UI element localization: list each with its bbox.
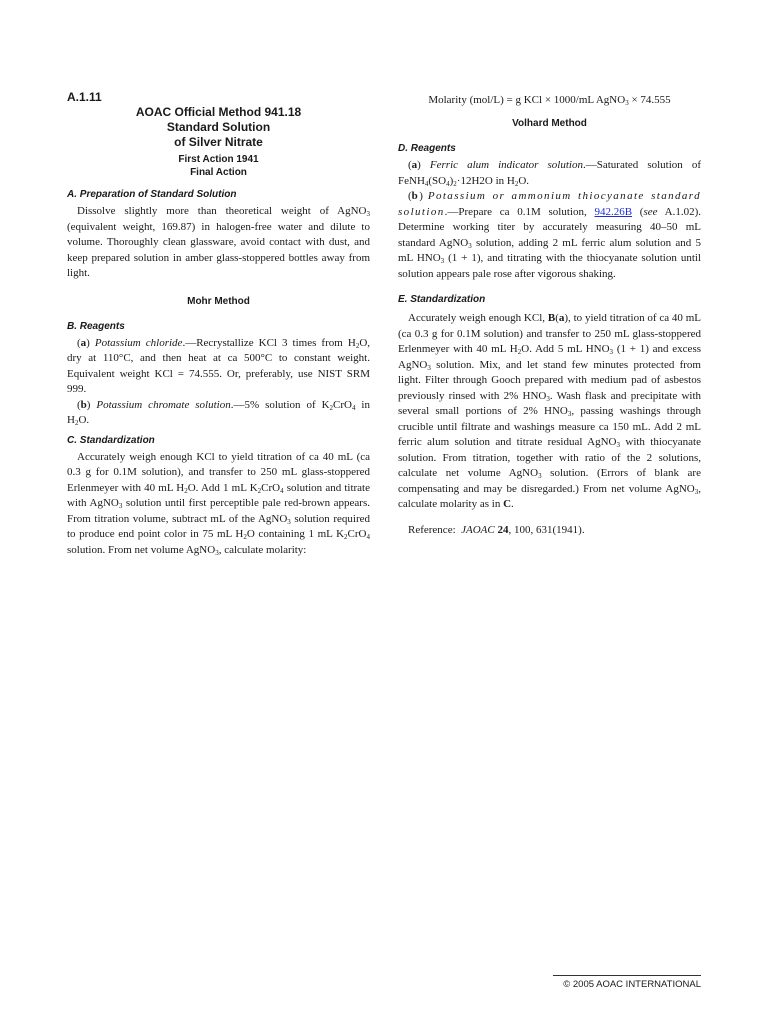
reference-label: Reference:	[408, 523, 456, 536]
section-b-heading: B. Reagents	[67, 320, 125, 332]
left-column	[67, 90, 370, 558]
ref-c: C	[503, 498, 512, 510]
mohr-method-title: Mohr Method	[187, 295, 250, 307]
reagent-text: Determine working titer by accurately measuring 40–50 mL standard AgNO$_3$ solution, adding 2 mL ferric alum solution and 5 mL $HNO_3$ (1 + 1), and titrating with the thiocyanate solution until solution appears pale rose after vigorous shaking.	[398, 221, 701, 280]
reagent-name: Potassium chromate solution	[96, 398, 231, 411]
reference-journal: JAOAC	[461, 523, 495, 536]
reference-volume: 24	[497, 523, 509, 536]
reagent-text: Recrystallize KCl 3 times from $H_2O$, dry at 110°C, and then heat at ca 500°C to constant weight. Equivalent weight KCl = 74.555. Or, preferably, use NIST SRM 999.	[67, 336, 371, 395]
reagent-d-b: (b) Potassium or ammonium thiocyanate standard solution.—Prepare ca 0.1M solution, 942.26B (see A.1.02). Determine working titer by accurately measuring 40–50 mL standard AgNO$_3$ solution, adding 2 mL ferric alum solution and 5 mL $HNO_3$ (1 + 1), and titrating with the thiocyanate solution until solution appears pale rose after vigorous shaking.	[398, 190, 701, 280]
section-a-text: Dissolve slightly more than theoretical weight of AgNO$_3$ (equivalent weight, 169.87) in halogen-free water and dilute to volume. Thoroughly clean glassware, avoid contact with dust, and keep prepared solution in amber glass-stoppered bottles away from light.	[67, 205, 370, 279]
std-text-2: to yield titration of ca 40 mL (ca 0.3 g for 0.1M solution) and transfer to 250 mL glass-stoppered Erlenmeyer with 40 mL $H_2O$. Add 5 mL $HNO_3$ (1 + 1) and excess AgNO$_3$ solution. Mix, and let stand few minutes protected from light. Filter through Gooch prepared with medium pad of asbestos previously rinsed with 2% $HNO_3$. Wash flask and precipitate with several small portions of 2% $HNO_3$, passing washings through crucible until filtrate and washings measure ca 150 mL. Add 2 mL ferric alum solution and titrate residual AgNO$_3$ with thiocyanate solution. From titration, together with ratio of the 2 solutions, calculate net volume AgNO$_3$ solution. (Errors of blank are compensating and may be disregarded.) From net volume AgNO$_3$, calculate molarity as in	[398, 312, 702, 510]
method-link-942-26b[interactable]: 942.26B	[594, 205, 633, 218]
method-subtitle-1: Standard Solution	[166, 120, 271, 134]
section-number: A.1.11	[67, 90, 102, 104]
reagent-label: a	[411, 159, 418, 171]
reference-pages: , 100, 631(1941).	[508, 523, 585, 536]
volhard-method-title: Volhard Method	[512, 118, 587, 129]
ref-b: B	[547, 312, 556, 324]
reagent-text: Saturated solution of $FeNH_4(SO_4)_2\cdot 12H2O$ in $H_2O$.	[398, 159, 701, 188]
method-title: AOAC Official Method 941.18	[135, 105, 302, 119]
first-action: First Action 1941	[178, 154, 259, 165]
reagent-name: Ferric alum indicator solution	[429, 159, 583, 171]
molarity-formula: Molarity (mol/L) = g KCl × 1000/mL AgNO$_3$ × 74.555	[428, 94, 671, 107]
right-column	[398, 90, 701, 538]
see-text: see	[643, 205, 658, 218]
section-c-text: Accurately weigh enough KCl to yield titration of ca 40 mL (ca 0.3 g for 0.1M solution), and transfer to 250 mL glass-stoppered Erlenmeyer with 40 mL $H_2O$. Add 1 mL $K_2CrO_4$ solution and titrate with AgNO$_3$ solution until first perceptible pale red-brown appears. From titration volume, subtract mL of the AgNO$_3$ solution required to produce end point color in 75 mL $H_2O$ containing 1 mL $K_2CrO_4$ solution. From net volume AgNO$_3$, calculate molarity:	[67, 450, 370, 557]
reagent-b-b: (b) Potassium chromate solution.—5% solution of $K_2CrO_4$ in $H_2O$.	[67, 398, 370, 427]
cross-reference: A.1.02	[664, 205, 695, 218]
reagent-label: b	[80, 398, 87, 411]
section-e-text: Accurately weigh enough KCl, B(a), to yield titration of ca 40 mL (ca 0.3 g for 0.1M solution) and transfer to 250 mL glass-stoppered Erlenmeyer with 40 mL $H_2O$. Add 5 mL $HNO_3$ (1 + 1) and excess AgNO$_3$ solution. Mix, and let stand few minutes protected from light. Filter through Gooch prepared with medium pad of asbestos previously rinsed with 2% $HNO_3$. Wash flask and precipitate with several small portions of 2% $HNO_3$, passing washings through crucible until filtrate and washings measure ca 150 mL. Add 2 mL ferric alum solution and titrate residual AgNO$_3$ with thiocyanate solution. From titration, together with ratio of the 2 solutions, calculate net volume AgNO$_3$ solution. (Errors of blank are compensating and may be disregarded.) From net volume AgNO$_3$, calculate molarity as in C.	[398, 312, 702, 510]
reagent-name: Potassium or ammonium thiocyanate standard solution	[398, 190, 701, 218]
section-d-heading: D. Reagents	[398, 143, 456, 154]
section-a-heading: A. Preparation of Standard Solution	[67, 189, 237, 200]
section-c-heading: C. Standardization	[67, 434, 155, 446]
reagent-b-a: (a) Potassium chloride.—Recrystallize KCl 3 times from $H_2O$, dry at 110°C, and then heat at ca 500°C to constant weight. Equivalent weight KCl = 74.555. Or, preferably, use NIST SRM 999.	[67, 336, 371, 395]
reagent-text: 5% solution of $K_2CrO_4$ in $H_2O$.	[67, 398, 370, 427]
ref-a: a	[558, 312, 565, 324]
std-text-1: Accurately weigh enough KCl,	[408, 312, 546, 324]
reference	[398, 523, 701, 539]
section-e-heading: E. Standardization	[398, 294, 486, 305]
reagent-d-a: (a) Ferric alum indicator solution.—Saturated solution of $FeNH_4(SO_4)_2\cdot 12H2O$ in $H_2O$.	[398, 159, 701, 188]
reagent-label: b	[411, 190, 420, 202]
final-action: Final Action	[190, 167, 247, 178]
copyright-footer: © 2005 AOAC INTERNATIONAL	[553, 975, 701, 990]
method-subtitle-2: of Silver Nitrate	[174, 135, 263, 149]
reagent-label: a	[80, 336, 87, 349]
reagent-name: Potassium chloride	[94, 336, 183, 349]
reagent-text: Prepare ca 0.1M solution,	[458, 205, 587, 218]
